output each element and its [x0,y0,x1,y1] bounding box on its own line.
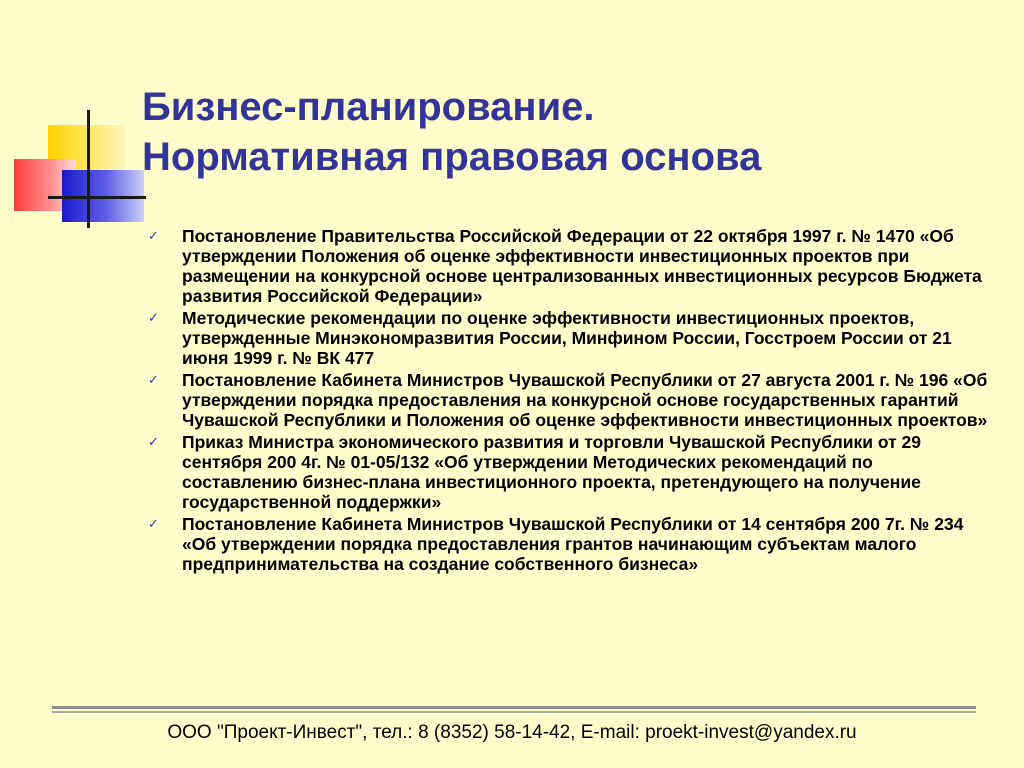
list-item-text: Приказ Министра экономического развития и торговли Чувашской Республики от 29 сентября 200 4г. № 01-05/132 «Об утверждении Методических рекомендаций по составлению бизнес-плана инвестиционного проекта, претендующего на получение государственной поддержки» [182,432,921,512]
list-item [148,370,988,430]
slide-title [142,82,1002,182]
footer-divider [52,706,976,709]
list-item-text: Постановление Правительства Российской Федерации от 22 октября 1997 г. № 1470 «Об утверждении Положения об оценке эффективности инвестиционных проектов при размещении на конкурсной основе централизованных инвестиционных ресурсов Бюджета развития Российской Федерации» [182,226,982,306]
decorative-squares-logo [0,0,150,240]
checkmark-bullet-icon: ✓ [148,310,159,325]
checkmark-bullet-icon: ✓ [148,434,159,449]
list-item-text: Постановление Кабинета Министров Чувашской Республики от 14 сентября 200 7г. № 234 «Об утверждении порядка предоставления грантов начинающим субъектам малого предпринимательства на создание собственного бизнеса» [182,514,964,574]
list-item [148,308,988,368]
list-item [148,432,988,512]
list-item-text: Постановление Кабинета Министров Чувашской Республики от 27 августа 2001 г. № 196 «Об утверждении порядка предоставления на конкурсной основе государственных гарантий Чувашской Республики и Положения об оценке эффективности инвестиционных проектов» [182,370,988,430]
logo-horizontal-line [48,196,146,199]
list-item [148,514,988,574]
checkmark-bullet-icon: ✓ [148,228,159,243]
list-item-text: Методические рекомендации по оценке эффективности инвестиционных проектов, утвержденные Минэкономразвития России, Минфином России, Госстроем России от 21 июня 1999 г. № ВК 477 [182,308,952,368]
footer-divider [52,711,976,713]
title-line-1: Бизнес-планирование. [142,85,595,129]
footer-contact: ООО "Проект-Инвест", тел.: 8 (8352) 58-14-42, E-mail: proekt-invest@yandex.ru [167,722,857,743]
title-line-2: Нормативная правовая основа [142,135,762,179]
logo-vertical-line [87,110,90,228]
checkmark-bullet-icon: ✓ [148,516,159,531]
list-item [148,226,988,306]
document-list [148,226,988,576]
checkmark-bullet-icon: ✓ [148,372,159,387]
